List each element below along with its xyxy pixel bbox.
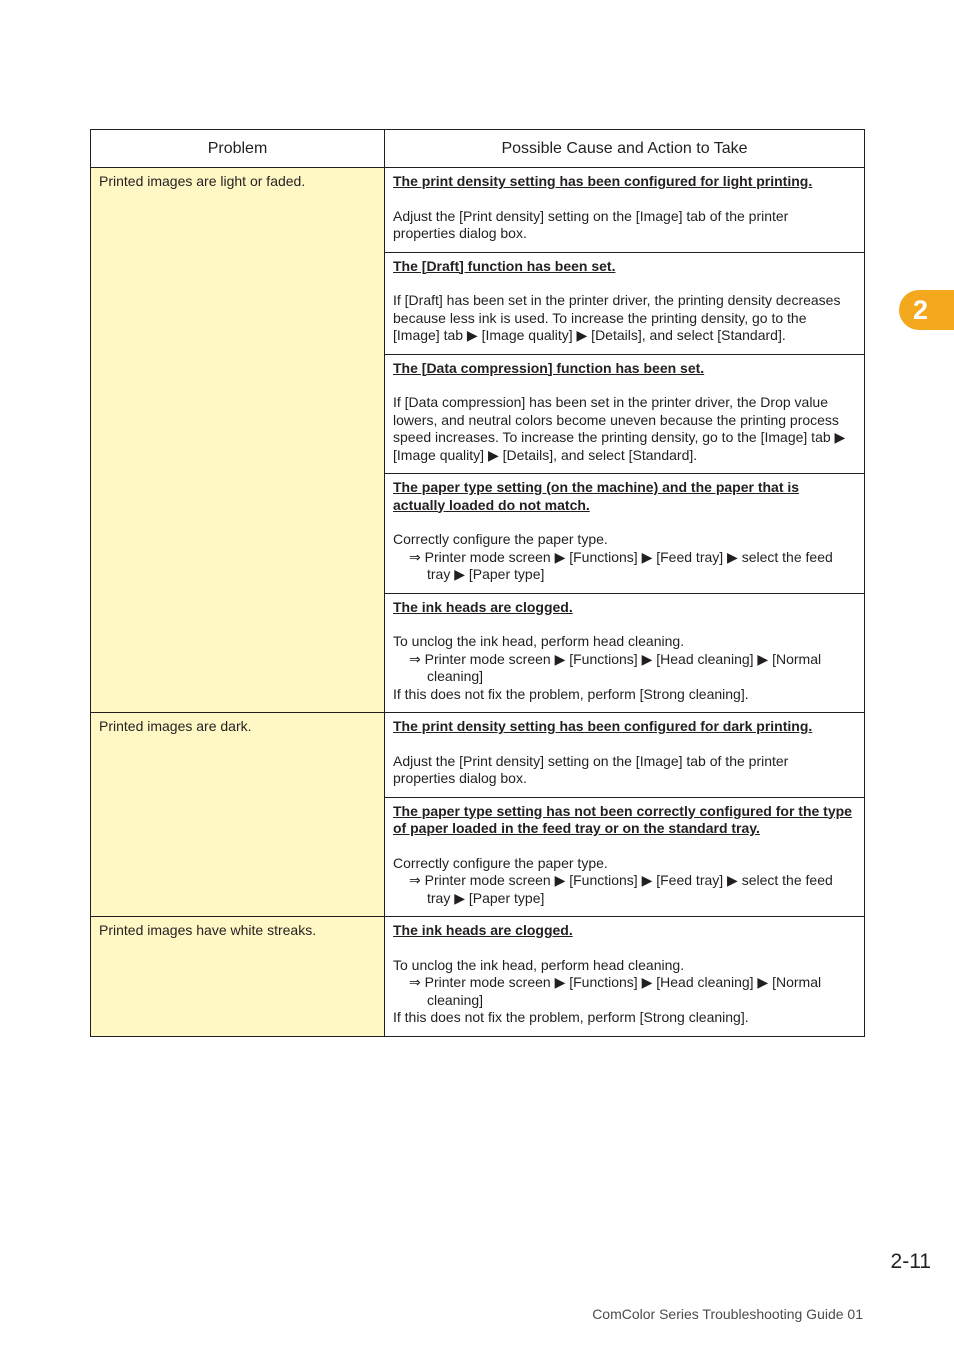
table-row <box>91 713 865 798</box>
procedure-step: ⇒ Printer mode screen ▶ [Functions] ▶ [Feed tray] ▶ select the feed tray ▶ [Paper type] <box>409 548 833 582</box>
troubleshooting-table <box>90 129 865 1037</box>
cause-cell <box>385 797 865 917</box>
chapter-tab: 2 <box>899 290 954 330</box>
cause-text: Adjust the [Print density] setting on the [Image] tab of the printer properties dialog box. <box>393 752 789 786</box>
cause-text: If [Draft] has been set in the printer driver, the printing density decreases because less ink is used. To increase the printing density, go to the [Image] tab ▶ [Image quality] ▶ [Details], and select [Standard]. <box>393 292 841 343</box>
problem-cell: Printed images are light or faded. <box>91 168 385 713</box>
table-body <box>91 168 865 1037</box>
cause-cell <box>385 713 865 798</box>
footer-text: ComColor Series Troubleshooting Guide 01 <box>592 1306 863 1322</box>
cause-title: The ink heads are clogged. <box>393 598 573 615</box>
cause-text: Correctly configure the paper type. <box>393 531 608 547</box>
cause-title: The print density setting has been configured for dark printing. <box>393 718 813 734</box>
cause-title: The [Data compression] function has been set. <box>393 359 705 376</box>
cause-title: The [Draft] function has been set. <box>393 257 616 274</box>
cause-followup: If this does not fix the problem, perform [Strong cleaning]. <box>393 1009 749 1025</box>
cause-title: The ink heads are clogged. <box>393 922 573 938</box>
cause-text: If [Data compression] has been set in the printer driver, the Drop value lowers, and neutral colors become uneven because the printing process speed increases. To increase the printing density, go to the [Image] tab ▶ [Image quality] ▶ [Details], and select [Standard]. <box>393 394 846 463</box>
header-cause: Possible Cause and Action to Take <box>385 130 865 168</box>
cause-followup: If this does not fix the problem, perform [Strong cleaning]. <box>393 685 749 702</box>
cause-text: Correctly configure the paper type. <box>393 854 608 871</box>
cause-cell <box>385 474 865 594</box>
header-problem: Problem <box>91 130 385 168</box>
cause-cell <box>385 593 865 713</box>
table-row <box>91 917 865 1037</box>
cause-title: The print density setting has been configured for light printing. <box>393 173 813 189</box>
cause-title: The paper type setting (on the machine) and the paper that is actually loaded do not match. <box>393 479 800 513</box>
cause-text: To unclog the ink head, perform head cleaning. <box>393 956 685 973</box>
cause-text: To unclog the ink head, perform head cleaning. <box>393 633 685 649</box>
cause-cell <box>385 252 865 354</box>
cause-cell <box>385 354 865 474</box>
procedure-step: ⇒ Printer mode screen ▶ [Functions] ▶ [Head cleaning] ▶ [Normal cleaning] <box>409 650 822 684</box>
page-number: 2-11 <box>890 1250 931 1273</box>
problem-cell: Printed images are dark. <box>91 713 385 917</box>
cause-cell <box>385 168 865 253</box>
procedure-step: ⇒ Printer mode screen ▶ [Functions] ▶ [Head cleaning] ▶ [Normal cleaning] <box>409 974 822 1008</box>
cause-text: Adjust the [Print density] setting on the [Image] tab of the printer properties dialog box. <box>393 207 789 241</box>
problem-cell: Printed images have white streaks. <box>91 917 385 1037</box>
table-row <box>91 168 865 253</box>
cause-title: The paper type setting has not been correctly configured for the type of paper loaded in the feed tray or on the standard tray. <box>393 802 852 836</box>
procedure-step: ⇒ Printer mode screen ▶ [Functions] ▶ [Feed tray] ▶ select the feed tray ▶ [Paper type] <box>409 872 833 906</box>
cause-cell <box>385 917 865 1037</box>
table-header-row <box>91 130 865 168</box>
